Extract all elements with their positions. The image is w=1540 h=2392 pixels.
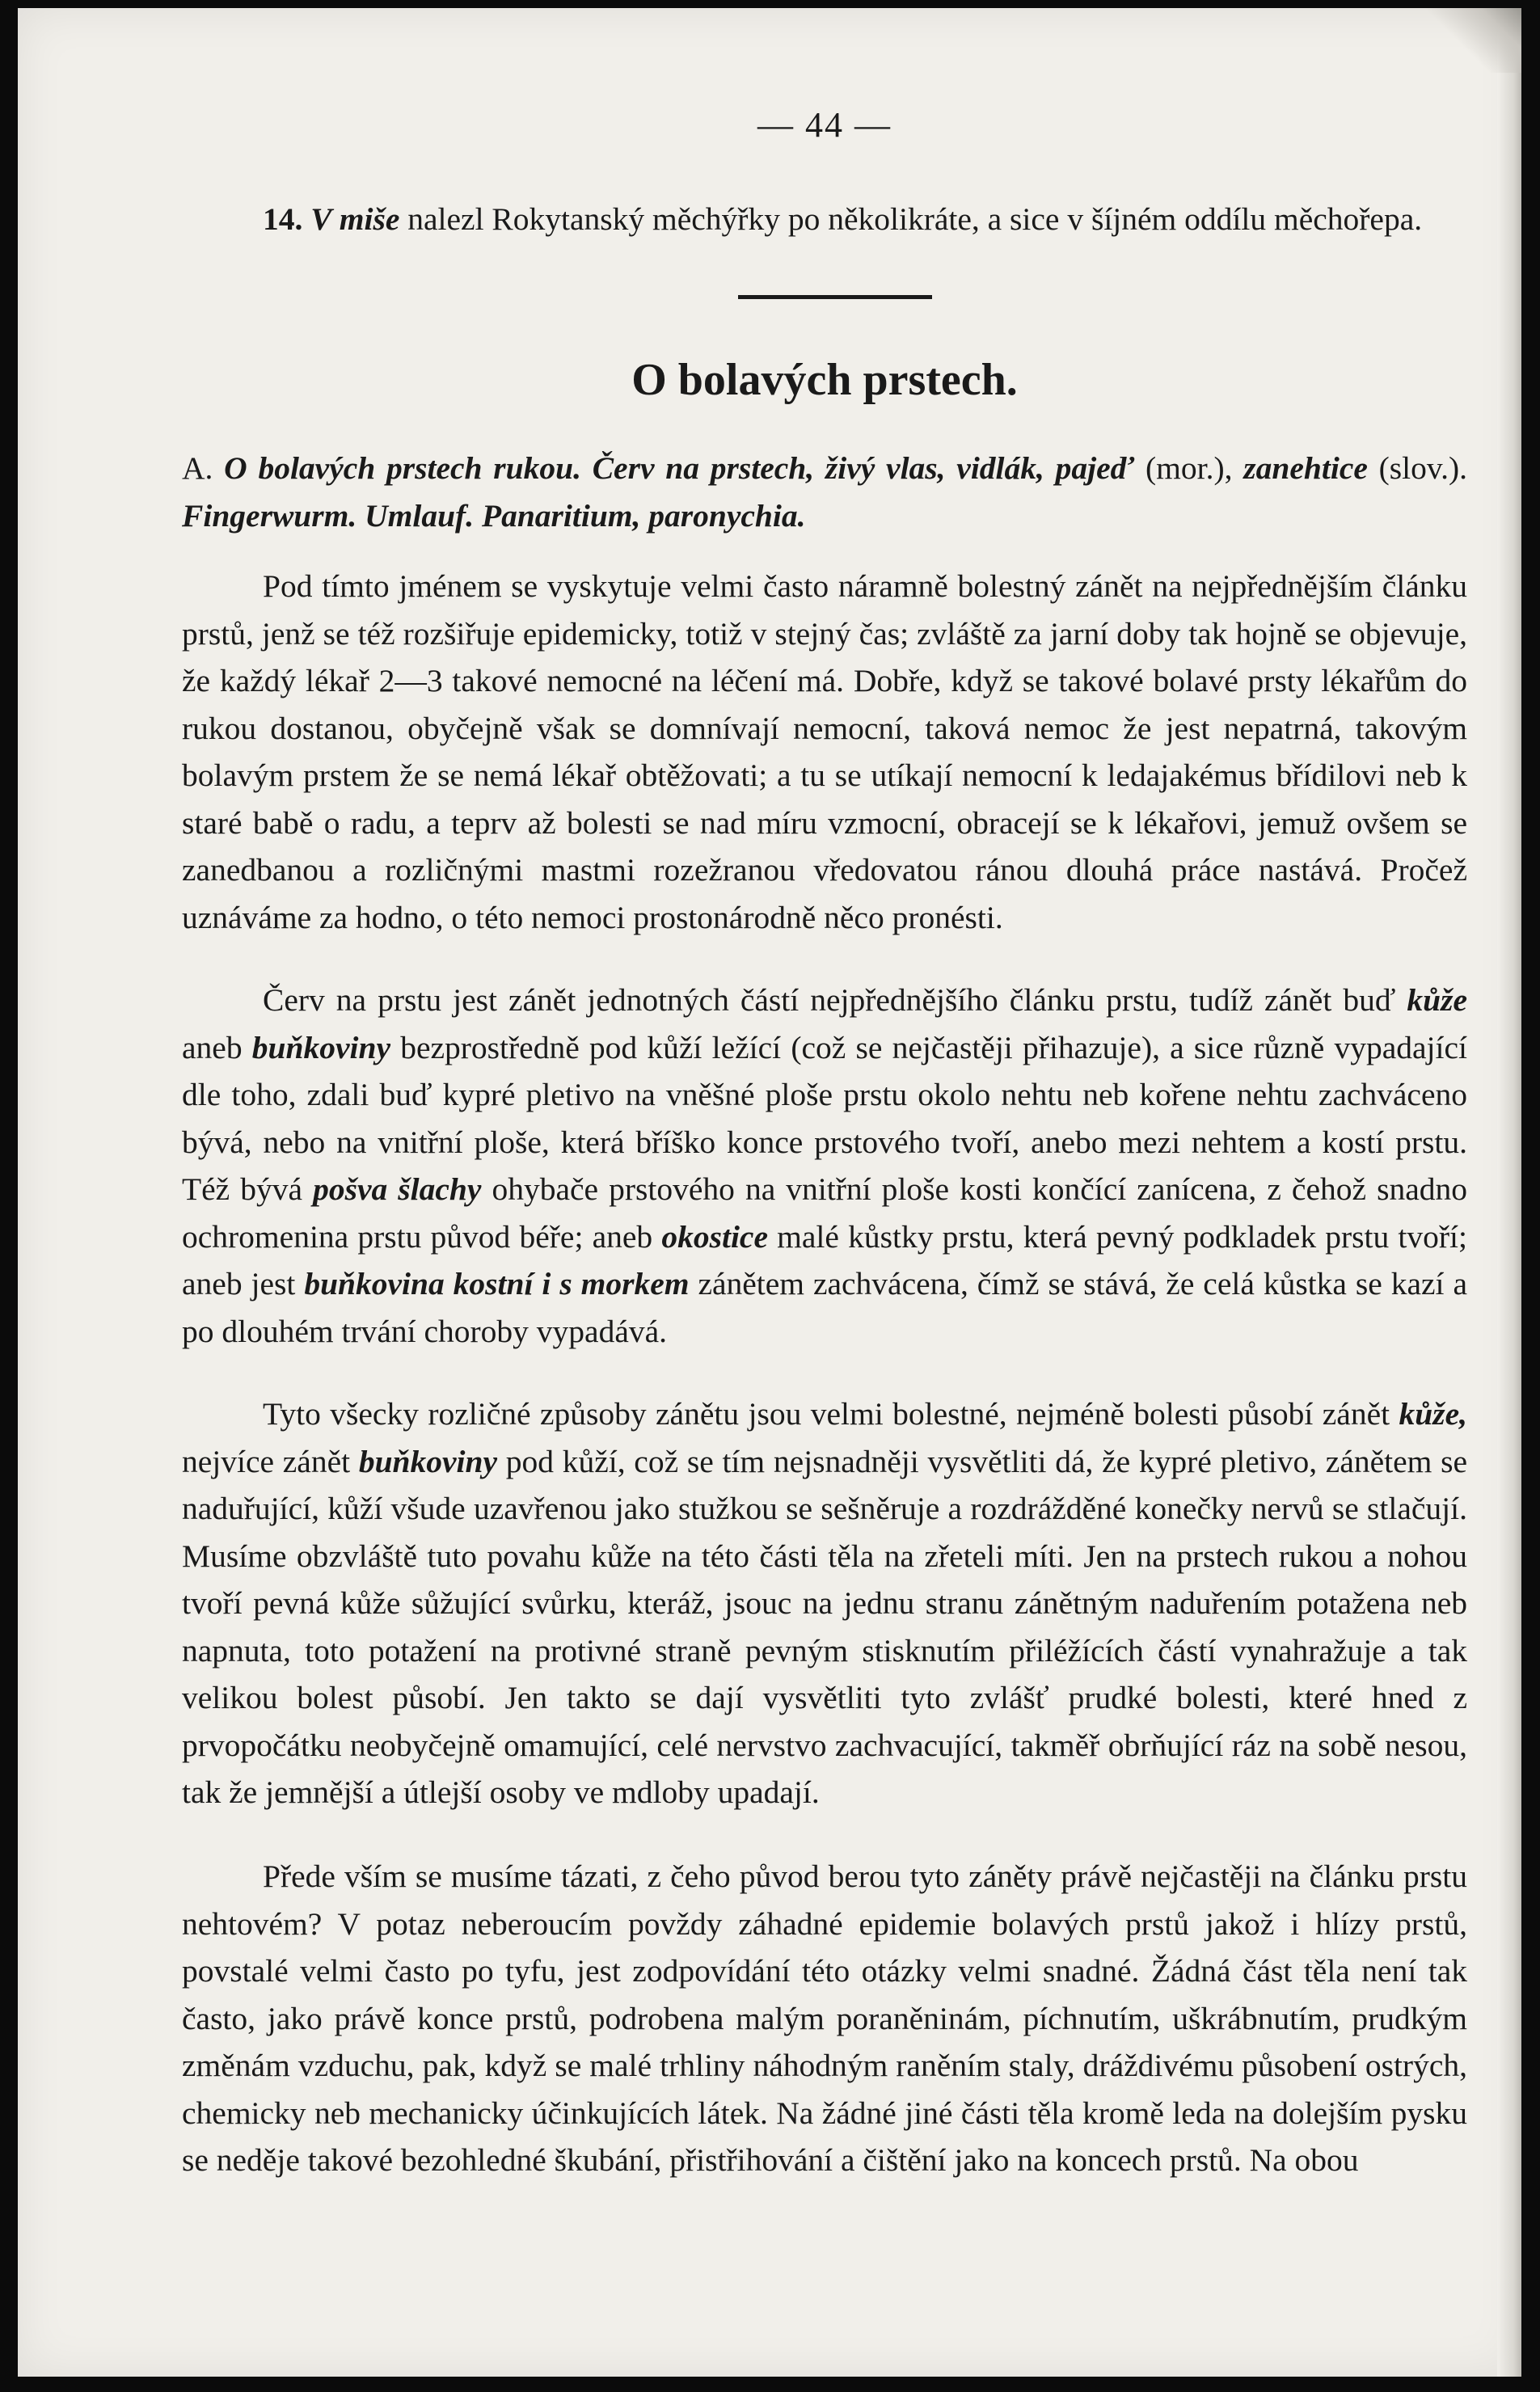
item-emphasis: V miše: [310, 201, 400, 237]
section-label: A.: [182, 450, 213, 486]
page-number: — 44 —: [757, 105, 892, 145]
paragraph-3: [182, 1390, 1467, 1816]
section-title-2: zanehtice: [1232, 450, 1379, 486]
item-text: nalezl Rokytanský měchýřky po několikráte, a sice v šíjném oddílu měchořepa.: [399, 201, 1423, 237]
paragraph-1-text: Pod tímto jménem se vyskytuje velmi často náramně bolestný zánět na nejpřednějším článku prstů, jenž se též rozšiřuje epidemicky, totiž v stejný čas; zvláště za jarní doby tak hojně se objevuje, že každý lékař 2—3 takové nemocné na léčení má. Dobře, když se takové bolavé prsty lékařům do rukou dostanou, obyčejně však se domnívají nemocní, taková nemoc že jest nepatrná, takovým bolavým prstem že se nemá lékař obtěžovati; a tu se utíkají nemocní k ledajakémus břídilovi neb k staré babě o radu, a teprv až bolesti se nad míru vzmocní, obracejí se k lékařovi, jemuž ovšem se zanedbanou a rozličnými mastmi rozežranou vředovatou ránou dlouhá práce nastává. Pročež uznáváme za hodno, o této nemoci prostonárodně něco pronésti.: [182, 568, 1467, 935]
p3-e: pod kůží, což se tím nejsnadněji vysvětliti dá, že kypré pletivo, zánětem se naduřující, kůží všude uzavřenou jako stužkou se sešněruje a rozdrážděné konečky nervů se stlačují. Musíme obzvláště tuto povahu kůže na této části těla na zřeteli míti. Jen na prstech rukou a nohou tvoří pevná kůže sůžující svůrku, kteráž, jsouc na jednu stranu zánětným naduřením potažena neb napnuta, toto potažení na protivné straně pevným stisknutím přiléžících částí vynahražuje a tak velikou bolest působí. Jen takto se dají vysvětliti tyto zvlášť prudké bolesti, které hned z prvopočátku neobyčejně omamující, celé nervstvo zachvacující, takměř obrňující ráz na sobě nesou, tak že jemnější a útlejší osoby ve mdloby upadají.: [182, 1443, 1468, 1810]
section-note-mor: (mor.),: [1146, 450, 1233, 486]
p2-f: pošva šlachy: [313, 1171, 482, 1207]
section-note-slov: (slov.).: [1378, 450, 1467, 486]
p2-k: zánětem zachvácena, čímž se stává, že celá kůstka se kazí a po dlouhém trvání choroby vypadává.: [182, 1266, 1467, 1349]
p2-h: okostice: [661, 1218, 768, 1255]
p2-a: Červ na prstu jest zánět jednotných částí nejpřednějšího článku prstu, tudíž zánět buď: [263, 982, 1407, 1018]
p2-g: ohybače prstového na vnitřní ploše kosti končící zanícena, z čehož snadno ochromenina prstu původ béře; aneb: [182, 1171, 1467, 1255]
paragraph-4-text: Přede vším se musíme tázati, z čeho původ berou tyto záněty právě nejčastěji na článku prstu nehtovém? V potaz neberoucím povždy záhadné epidemie bolavých prstů jakož i hlízy prstů, povstalé velmi často po tyfu, jest zodpovídání této otázky velmi snadné. Žádná část těla není tak často, jako právě konce prstů, podrobena malým poraněninám, píchnutím, uškrábnutím, prudkým změnám vzduchu, pak, když se malé trhliny náhodným raněním staly, dráždivému působení ostrých, chemicky neb mechanicky účinkujících látek. Na žádné jiné části těla kromě leda na dolejším pysku se neděje takové bezohledné škubání, přistřihování a čištění jako na koncech prstů. Na obou: [182, 1858, 1467, 2178]
p3-d: buňkoviny: [358, 1443, 498, 1479]
page-edge-shadow: [1497, 8, 1521, 2377]
paragraph-2: [182, 977, 1467, 1355]
p3-c: nejvíce zánět: [182, 1443, 359, 1479]
paragraph-4: [182, 1853, 1467, 2184]
p2-c: aneb: [182, 1029, 252, 1065]
p2-j: buňkovina kostní i s morkem: [304, 1266, 690, 1301]
p2-e: bezprostředně pod kůží ležící (což se nejčastěji přihazuje), a sice různě vypadající dle toho, zdali buď kypré pletivo na vněšné ploše prstu okolo nehtu neb kořene nehtu zachváceno bývá, nebo na vnitřní ploše, která bříško konce prstového tvoří, anebo mezi nehtem a kostí prstu. Též bývá: [182, 1029, 1467, 1207]
scanned-page: [18, 8, 1521, 2377]
section-title-3: Fingerwurm. Umlauf. Panaritium, paronychia.: [182, 497, 806, 534]
section-title-1: O bolavých prstech rukou. Červ na prstech, živý vlas, vidlák, pajeď: [213, 450, 1146, 486]
item-number: 14.: [263, 201, 303, 237]
section-divider: [738, 295, 932, 299]
p2-d: buňkoviny: [251, 1029, 390, 1065]
chapter-title: O bolavých prstech.: [631, 355, 1018, 405]
p2-i: malé kůstky prstu, která pevný podkladek prstu tvoří; aneb jest: [182, 1218, 1467, 1301]
paragraph-1: [182, 563, 1467, 941]
paragraph-14: [182, 196, 1467, 243]
p2-b: kůže: [1407, 982, 1467, 1018]
p3-a: Tyto všecky rozličné způsoby zánětu jsou velmi bolestné, nejméně bolesti působí zánět: [263, 1396, 1399, 1432]
folded-corner: [1424, 8, 1521, 73]
p3-b: kůže,: [1399, 1396, 1467, 1432]
section-heading: [182, 445, 1467, 539]
